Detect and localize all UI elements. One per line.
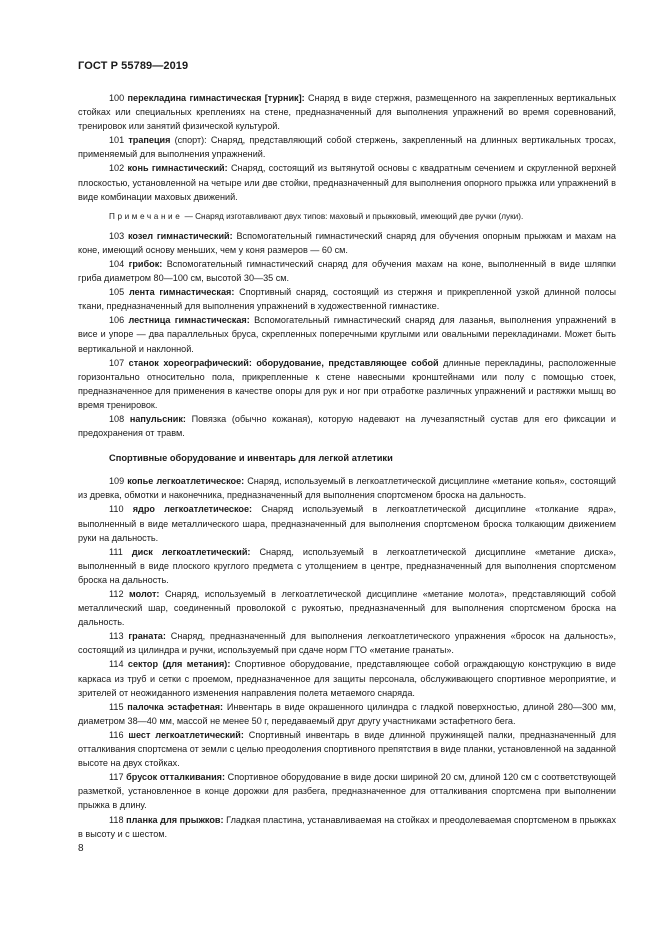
document-header: ГОСТ Р 55789—2019 [78,60,189,72]
term-number: 103 [109,230,125,241]
term-paragraph [78,728,616,770]
term-paragraph [78,770,616,812]
term-number: 102 [109,163,125,174]
term-definition: Вспомогательный гимнастический снаряд для обучения махам на коне, выполненный в виде шляпки гриба диаметром 80—100 см, высотой 30—35 см. [78,258,616,284]
term-paragraph [78,285,616,313]
term-number: 106 [109,315,125,326]
paragraph-group-a [78,91,616,204]
term-number: 112 [109,589,124,599]
term-number: 117 [109,772,124,783]
term-number: 107 [109,357,125,368]
term-paragraph [78,629,616,657]
term-number: 113 [109,631,124,642]
term-name: перекладина гимнастическая [турник]: [127,93,305,103]
term-definition: Снаряд, состоящий из вытянутой основы с квадратным сечением и скругленной верхней плоскостью, установленной на четыре или две стойки, предназначенный для выполнения опорного прыжка или упражнений в виде комбинации маховых движений. [78,163,617,202]
term-definition: Снаряд, предназначенный для выполнения легкоатлетического упражнения «бросок на дальность», состоящий из цилиндра и ручки, используемый при сдаче норм ГТО «метание гранаты». [78,631,616,656]
term-definition: Гладкая пластина, устанавливаемая на стойках и преодолеваемая спортсменом в прыжках в высоту и с шестом. [78,814,616,839]
term-name: напульсник: [129,413,186,424]
term-paragraph [78,700,616,728]
term-name: планка для прыжков: [126,814,224,825]
term-number: 115 [109,701,124,712]
term-number: 100 [109,93,125,103]
term-number: 118 [109,814,124,825]
page-number: 8 [78,843,84,854]
term-definition: Инвентарь в виде окрашенного цилиндра с гладкой поверхностью, длиной 280—300 мм, диаметром 38—40 мм, массой не менее 50 г, передаваемый друг другу участниками эстафетного бега. [78,701,617,726]
term-definition: длинные перекладины, расположенные горизонтально относительно пола, прикрепленные к стене навесными кронштейнами или полу с помощью стоек, предназначенное для применения в качестве опоры для рук и ног при отработке различных упражнений и растяжки мышц во время тренировок. [78,357,616,410]
term-name: палочка эстафетная: [127,701,224,712]
term-definition: Спортивный снаряд, состоящий из стержня и прикрепленной узкой длинной полосы ткани, предназначенный для выполнения упражнений в художественной гимнастике. [78,287,617,312]
term-paragraph [78,545,616,587]
term-name: брусок отталкивания: [126,772,226,783]
note-text: — Снаряд изготавливают двух типов: маховый и прыжковый, имеющий две ручки (луки). [184,211,524,221]
term-name: ядро легкоатлетическое: [132,504,253,515]
term-name: станок хореографический: оборудование, представляющее собой [128,357,439,368]
term-paragraph [78,587,616,629]
term-name: молот: [129,589,160,599]
term-definition: Спортивный инвентарь в виде длинной пружинящей палки, предназначенный для отталкивания спортсмена от земли с целью преодоления спортивного препятствия в виде планки, установленной на заданной высоте на двух стойках. [78,729,617,769]
term-definition: Спортивное оборудование, представляющее собой ограждающую конструкцию в виде каркаса из труб и сетки с проемом, предназначенное для защиты персонала, обслуживающего спортивное мероприятие, и зрителей от неожиданного изменения направления полета метаемого снаряда. [78,659,616,698]
document-body [78,91,616,841]
term-definition: Вспомогательный гимнастический снаряд для лазанья, выполнения упражнений в висе и упоре — два параллельных бруса, скрепленных поперечными круглыми или овальными перекладинами. Может быть вертикальной и наклонной. [78,315,616,354]
term-name: диск легкоатлетический: [131,546,251,557]
term-number: 105 [109,287,125,298]
term-definition: Снаряд, используемый в легкоатлетической дисциплине «метание копья», состоящий из древка, обмотки и наконечника, предназначенный для выполнения спортсменом броска на дальность. [78,476,616,501]
term-paragraph [78,161,616,203]
term-paragraph [78,257,616,285]
note [78,210,616,223]
term-number: 110 [109,504,124,515]
term-name: лента гимнастическая: [128,287,235,298]
term-number: 111 [109,546,123,557]
paragraph-group-b [78,229,616,440]
term-number: 104 [109,258,125,269]
term-paragraph [78,313,616,355]
term-definition: Снаряд в виде стержня, размещенного на закрепленных вертикальных стойках или специальных креплениях на стене, предназначенный для выполнения упражнений во время соревнований, тренировок или занятий физической культурой. [78,93,617,132]
paragraph-group-c [78,474,616,840]
term-name: копье легкоатлетическое: [127,476,245,487]
term-paragraph [78,474,616,502]
term-paragraph [78,91,616,133]
term-name: конь гимнастический: [127,163,228,174]
term-paragraph [78,356,616,412]
term-number: 108 [109,413,125,424]
note-label: Примечание [109,211,183,221]
term-number: 101 [109,135,125,146]
term-definition: (спорт): Снаряд, представляющий собой стержень, закрепленный на длинных вертикальных тросах, применяемый для выполнения упражнений. [78,135,616,160]
term-definition: Повязка (обычно кожаная), которую надевают на лучезапястный сустав для его фиксации и предохранения от травм. [78,413,617,439]
term-name: трапеция [128,135,171,146]
term-name: граната: [128,631,166,642]
term-number: 109 [109,476,125,487]
term-definition: Спортивное оборудование в виде доски шириной 20 см, длиной 120 см с соответствующей разметкой, установленное в конце дорожки для разбега, предназначенное для отталкивания спортсмена при выполнении прыжка в длину. [78,772,616,811]
term-number: 114 [109,659,124,670]
term-definition: Снаряд, используемый в легкоатлетической дисциплине «метание молота», представляющий собой металлический шар, соединенный проволокой с рукоятью, предназначенный для выполнения спортсменом броска на дальность. [78,589,616,628]
term-paragraph [78,133,616,161]
term-name: лестница гимнастическая: [128,315,250,326]
term-paragraph [78,229,616,257]
term-paragraph [78,657,616,699]
term-paragraph [78,502,616,544]
term-name: шест легкоатлетический: [128,729,244,740]
term-definition: Снаряд, используемый в легкоатлетической дисциплине «метание диска», выполненный в виде плоского круглого предмета с утолщением в центре, предназначенный для выполнения спортсменом броска на дальность. [78,546,616,585]
term-paragraph [78,813,616,841]
term-name: козел гимнастический: [127,230,233,241]
term-definition: Снаряд используемый в легкоатлетической дисциплине «толкание ядра», выполненный в виде металлического шара, предназначенный для выполнения спортсменом броска толкающим движением руки на дальность. [78,504,616,543]
term-definition: Вспомогательный гимнастический снаряд для обучения опорным прыжкам и махам на коне, имеющий основу меньших, чем у коня размеров — 60 см. [78,230,616,255]
term-number: 116 [109,729,124,740]
section-title: Спортивные оборудование и инвентарь для легкой атлетики [109,453,393,464]
term-name: сектор (для метания): [127,659,231,670]
term-name: грибок: [128,258,163,269]
term-paragraph [78,412,616,440]
